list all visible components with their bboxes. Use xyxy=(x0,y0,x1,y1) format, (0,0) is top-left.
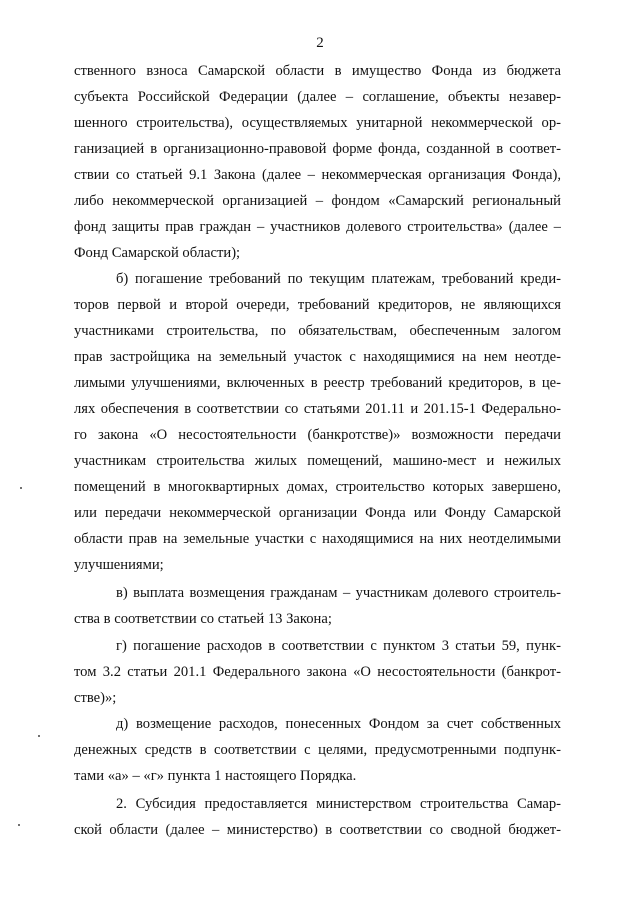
text-line: ганизацией в организационно-правовой форме фонда, созданной в соответ- xyxy=(74,141,561,157)
text-line: лях обеспечения в соответствии со статьями 201.11 и 201.15-1 Федерально- xyxy=(74,401,561,417)
text-line: тами «а» – «г» пункта 1 настоящего Порядка. xyxy=(74,768,357,784)
text-line: том 3.2 статьи 201.1 Федерального закона «О несостоятельности (банкрот- xyxy=(74,664,561,680)
text-line: либо некоммерческой организацией – фондом «Самарский региональный xyxy=(74,193,561,209)
text-line: ства в соответствии со статьей 13 Закона; xyxy=(74,611,332,627)
scan-speck xyxy=(18,824,20,826)
text-line: субъекта Российской Федерации (далее – соглашение, объекты незавер- xyxy=(74,89,561,105)
text-line: торов первой и второй очереди, требований кредиторов, не являющихся xyxy=(74,297,561,313)
paragraph-first-line: 2. Субсидия предоставляется министерством строительства Самар- xyxy=(116,796,561,812)
text-line: стве)»; xyxy=(74,690,117,706)
text-line: прав застройщика на земельный участок с находящимися на нем неотде- xyxy=(74,349,561,365)
text-line: помещений в многоквартирных домах, строительство которых завершено, xyxy=(74,479,561,495)
text-line: го закона «О несостоятельности (банкротстве)» возможности передачи xyxy=(74,427,561,443)
scan-speck xyxy=(20,487,22,489)
text-line: участниками строительства, по обязательствам, обеспеченным залогом xyxy=(74,323,561,339)
text-line: денежных средств в соответствии с целями, предусмотренными подпунк- xyxy=(74,742,561,758)
scan-speck xyxy=(38,735,40,737)
text-line: фонд защиты прав граждан – участников долевого строительства» (далее – xyxy=(74,219,561,235)
text-line: области прав на земельные участки с находящимися на них неотделимыми xyxy=(74,531,561,547)
text-line: ствии со статьей 9.1 Закона (далее – некоммерческая организация Фонда), xyxy=(74,167,561,183)
text-line: ственного взноса Самарской области в имущество Фонда из бюджета xyxy=(74,63,561,79)
text-line: участникам строительства жилых помещений, машино-мест и нежилых xyxy=(74,453,561,469)
text-line: лимыми улучшениями, включенных в реестр требований кредиторов, в це- xyxy=(74,375,561,391)
paragraph-first-line: д) возмещение расходов, понесенных Фондом за счет собственных xyxy=(116,716,561,732)
paragraph-first-line: г) погашение расходов в соответствии с пунктом 3 статьи 59, пунк- xyxy=(116,638,561,654)
text-line: шенного строительства), осуществляемых унитарной некоммерческой ор- xyxy=(74,115,561,131)
text-line: или передачи некоммерческой организации Фонда или Фонду Самарской xyxy=(74,505,561,521)
paragraph-first-line: в) выплата возмещения гражданам – участникам долевого строитель- xyxy=(116,585,561,601)
text-line: Фонд Самарской области); xyxy=(74,245,241,261)
text-line: улучшениями; xyxy=(74,557,164,573)
page-number: 2 xyxy=(316,35,324,51)
text-line: ской области (далее – министерство) в соответствии со сводной бюджет- xyxy=(74,822,561,838)
paragraph-first-line: б) погашение требований по текущим платежам, требований креди- xyxy=(116,271,561,287)
